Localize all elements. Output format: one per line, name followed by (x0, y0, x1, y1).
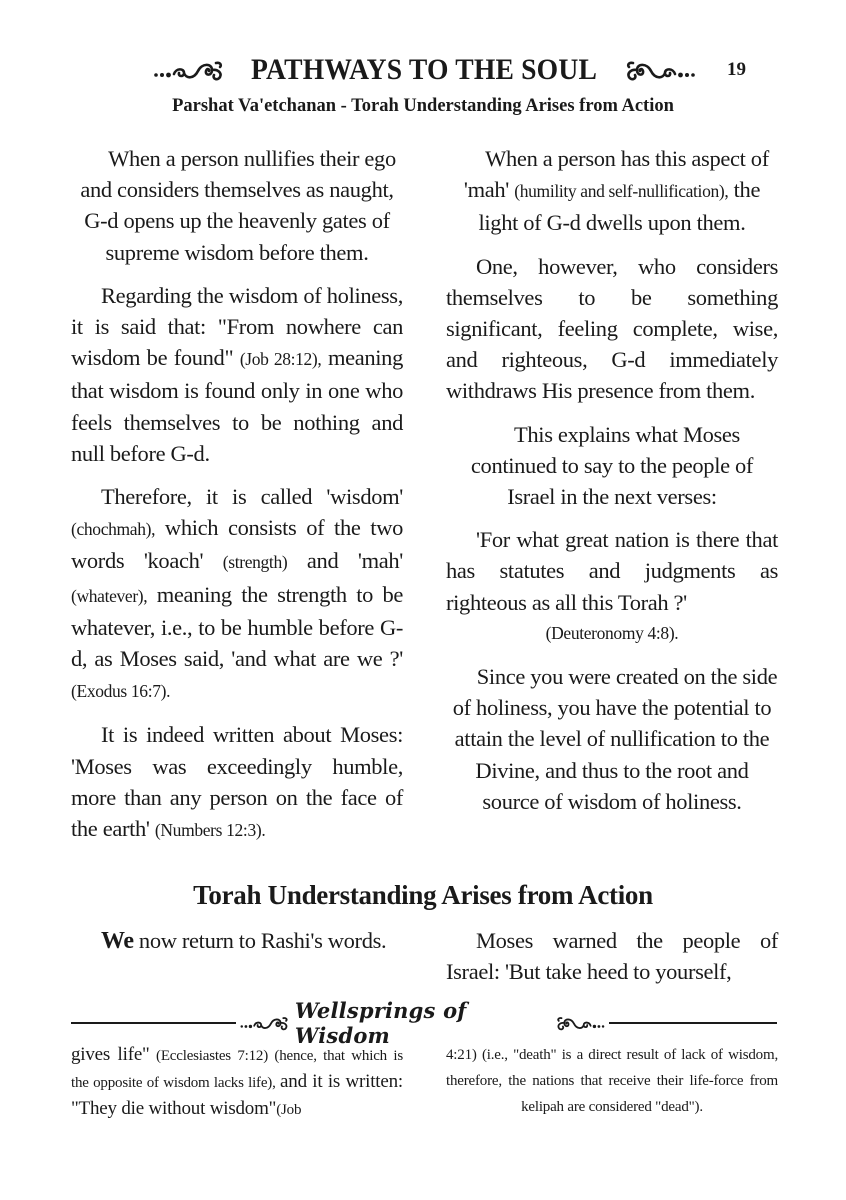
verse-quote: 'For what great nation is there that has statutes and judgments as righteous as all this Torah ?' (446, 527, 778, 615)
footer-section-label: Wellsprings of Wisdom (294, 998, 467, 1048)
book-title (132, 52, 717, 88)
footer-separator-label-group (236, 998, 609, 1048)
paragraph (446, 143, 778, 239)
section-heading: Torah Understanding Arises from Action (193, 880, 653, 910)
paragraph: Moses warned the people of Israel: 'But take heed to yourself, (446, 928, 778, 985)
paragraph (71, 925, 403, 957)
scroll-flourish-right-icon (553, 1014, 609, 1032)
paragraph (71, 719, 403, 846)
footnote-paragraph (71, 1042, 403, 1123)
text: and it is written: "They die without wisdom" (71, 1071, 403, 1119)
running-header (0, 52, 846, 88)
citation: (humility and self-nullification), (514, 181, 729, 202)
section-right-column (446, 925, 778, 987)
citation: (Exodus 16:7). (71, 681, 171, 702)
left-column (71, 143, 403, 858)
citation: (Numbers 12:3). (154, 820, 266, 841)
text: It is indeed written about Moses: 'Moses was exceedingly humble, more than any person on the face of the earth' (71, 722, 403, 842)
text: which consists of the two words 'koach' (71, 515, 403, 574)
citation: (chochmah), (71, 519, 156, 540)
citation: (Deuteronomy 4:8). (545, 622, 679, 643)
text: and 'mah' (306, 548, 404, 574)
book-title-text: PATHWAYS TO THE SOUL (251, 53, 598, 86)
text: When a person has this aspect of 'mah' (463, 146, 769, 203)
paragraph: One, however, who considers themselves to be something significant, feeling complete, wise, and righteous, G-d immediately withdraws His presence from them. (446, 253, 778, 404)
citation: (Job 28:12), (239, 349, 322, 370)
text: Regarding the wisdom of holiness, it is said that: "From nowhere can wisdom be found" (71, 282, 403, 371)
divider-line (609, 1022, 777, 1024)
citation: (Ecclesiastes 7:12) (hence, that which is the opposite of wisdom lacks life), (71, 1048, 403, 1091)
text: meaning that wisdom is found only in one who feels themselves to be nothing and null before G-d. (71, 345, 403, 466)
paragraph: This explains what Moses continued to say to the people of Israel in the next verses: (470, 421, 754, 510)
text: Therefore, it is called 'wisdom' (101, 484, 403, 510)
citation: (whatever), (71, 585, 148, 606)
citation: (strength) (222, 552, 288, 573)
scroll-flourish-left-icon (144, 57, 232, 83)
chapter-subtitle: Parshat Va'etchanan - Torah Understanding Arises from Action (172, 96, 674, 116)
footer-right-column (446, 1042, 778, 1120)
footer-separator (71, 998, 777, 1048)
text: now return to Rashi's words. (138, 928, 387, 953)
paragraph (71, 280, 403, 469)
text: the light of G-d dwells upon them. (478, 177, 761, 236)
paragraph: When a person nullifies their ego and considers themselves as naught, G-d opens up the heavenly gates of supreme wisdom before them. (80, 146, 396, 265)
scroll-flourish-left-icon (236, 1014, 292, 1032)
divider-line (71, 1022, 236, 1024)
text: gives life" (71, 1044, 150, 1065)
scroll-flourish-right-icon (617, 57, 705, 83)
paragraph (446, 524, 778, 649)
lead-word: We (101, 928, 134, 954)
right-column (446, 143, 778, 829)
citation: (Job (276, 1102, 302, 1118)
page-number: 19 (727, 59, 746, 80)
footnote-paragraph: 4:21) (i.e., "death" is a direct result of lack of wisdom, therefore, the nations that receive their life-force from kelipah are considered "dead"). (446, 1047, 778, 1115)
paragraph: Since you were created on the side of holiness, you have the potential to attain the level of nullification to the Divine, and thus to the root and source of wisdom of holiness. (452, 664, 778, 814)
footer-left-column (71, 1042, 403, 1123)
text: meaning the strength to be whatever, i.e., to be humble before G-d, as Moses said, 'and what are we ?' (71, 581, 403, 672)
paragraph (71, 481, 403, 707)
section-left-column (71, 925, 403, 957)
